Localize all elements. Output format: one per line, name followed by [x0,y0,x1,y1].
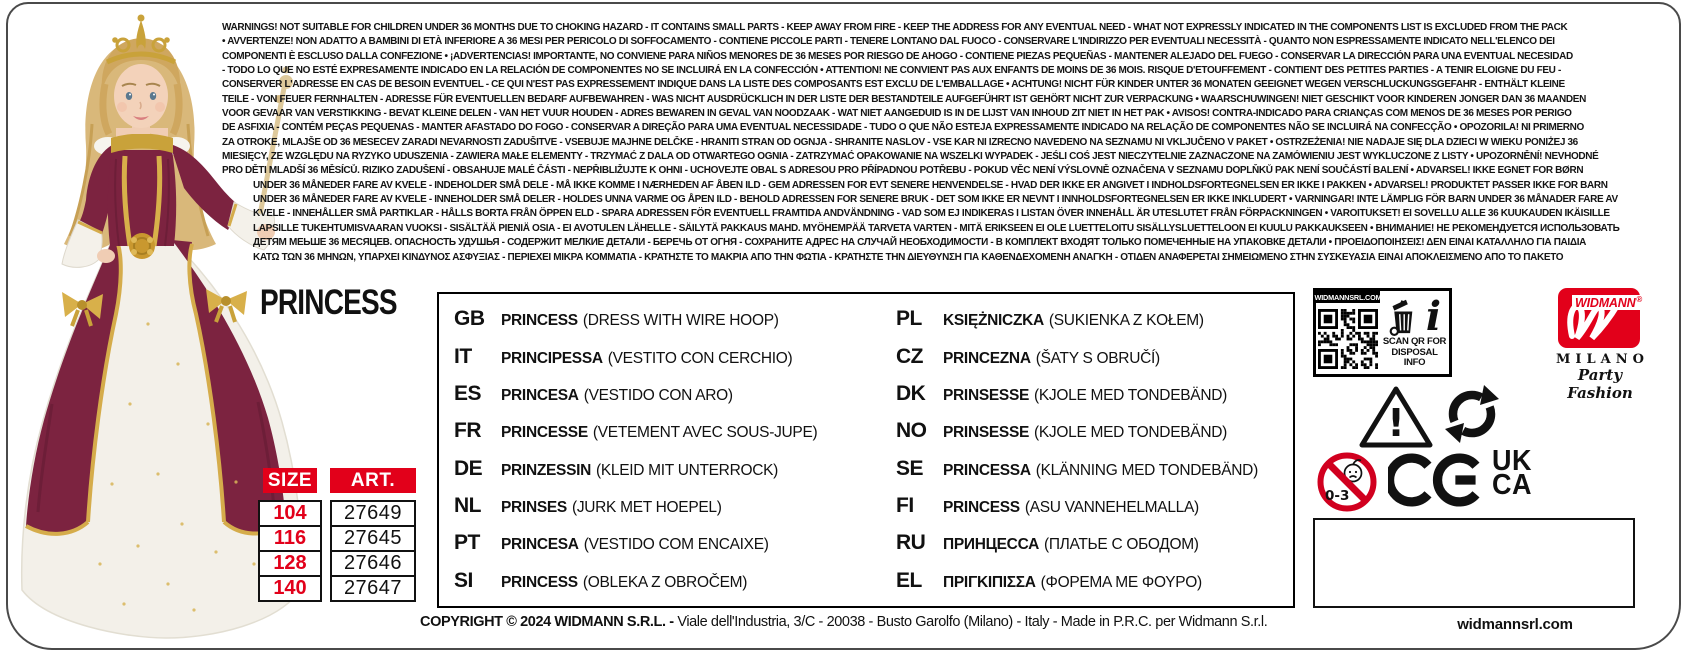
product-name: ПРИНЦЕССА [943,536,1039,554]
warning-line: - TODO LO QUE NO ESTÉ EXPRESAMENTE INDICADO EN LA RELACIÓN DE COMPONENTES NO SE INCLUIRÁ EN LA CONFECCIÓN • ATTENTION! NE CONVIENT PAS AUX ENFANTS DE MOINS DE 36 MOIS. RISQUE D'ETOUFFEMENT - CONTIENT DES PETITES PARTIES - A TENIR ELOIGNE DU FEU - [222,65,1561,77]
warning-line: ZA OTROKE, MLAJŠE OD 36 MESECEV ZARADI NEVARNOSTI ZADUŠITVE - VSEBUJE MAJHNE DELČKE - HRANITI STRAN OD OGNJA - SHRANITE NASLOV - VSE KAR NI IZRECNO NAVEDENO NA SEZNAMU NI VKLJUČENO V PAKET • OSTRZEŻENIA! NIE NADAJE SIĘ DLA DZIECI W WIEKU PONIŻEJ 36 [222,136,1578,148]
product-description: (ŠATY S OBRUČÍ) [1035,349,1160,367]
language-code: FI [896,493,914,517]
copyright-bold: COPYRIGHT © 2024 WIDMANN S.R.L. - [420,614,678,630]
language-code: IT [454,344,472,368]
warning-line: CONSERVER L'ADRESSE EN CAS DE BESOIN EVENTUEL - CE QUI N'EST PAS EXPRESSEMENT INDIQUE DANS LA LISTE DES COMPOSANTS EST EXCLU DE L'EMBALLAGE • ACHTUNG! NICHT FÜR KINDER UNTER 36 MONATEN GEEIGNET WEGEN VERSCHLUCKUNGSGEFAHR - ENTHÄLT KLEINE [222,79,1565,91]
copyright-line [420,614,1267,630]
warnings-text [222,21,1664,265]
product-name: PRINSES [501,498,567,516]
size-value: 116 [258,525,322,552]
language-row [454,569,881,593]
product-name: PRINSESSE [943,424,1030,442]
product-description: (JURK MET HOEPEL) [571,498,722,516]
art-value: 27645 [330,525,416,552]
product-description: (ΦΟΡΕΜΑ ΜΕ ΦΟΥΡΟ) [1040,573,1202,591]
gold-rosette [129,233,155,259]
website-text: widmannsrl.com [1457,616,1573,633]
language-row [454,382,881,406]
product-name: PRINCESS [501,312,578,330]
language-row [454,307,881,331]
language-row [454,494,881,518]
age-label: 0-3 [1325,488,1350,504]
ukca-bottom: CA [1492,468,1532,500]
language-code: CZ [896,344,923,368]
art-value: 27646 [330,550,416,577]
recycle-icon [1444,383,1500,450]
size-art-row [258,552,420,577]
language-row [896,569,1282,593]
language-code: SI [454,568,473,592]
language-row [896,419,1282,443]
product-description: (KJOLE MED TONDEBÄND) [1034,386,1227,404]
warning-line: PRO DĚTI MLADŠÍ 36 MĚSÍCŮ. RIZIKO ZADUŠENÍ - OBSAHUJE MALÉ ČÁSTI - NEPŘIBLIŽUJTE K OHNI - UCHOVEJTE OBAL S ADRESOU PRO PŘÍPADNOU POTŘEBU - POKUD VĚC NENÍ VÝSLOVNĚ OZNAČENA V SEZNAMU DOPLŇKŮ PAK NENÍ SOUČÁSTÍ BALENÍ • ADVARSEL! IKKE EGNET FOR BØRN [222,165,1584,177]
product-description: (VESTIDO COM ENCAIXE) [583,536,769,554]
product-name: ΠΡΙΓΚΙΠΙΣΣΑ [943,573,1036,591]
art-header: ART. [330,468,416,493]
size-art-row [258,527,420,552]
product-name: PRINCESSE [501,424,588,442]
product-description: (SUKIENKA Z KOŁEM) [1048,312,1204,330]
product-name: PRINCESA [501,386,579,404]
page-title: PRINCESS [260,283,397,322]
language-code: DK [896,381,926,405]
product-description: (KJOLE MED TONDEBÄND) [1034,424,1227,442]
product-name: PRINCESS [501,573,578,591]
language-code: NO [896,419,927,443]
size-art-table [258,468,420,602]
product-name: PRINCIPESSA [501,349,603,367]
language-row [454,457,881,481]
language-code: EL [896,568,922,592]
language-code: SE [896,456,924,480]
art-value: 27649 [330,500,416,527]
art-value: 27647 [330,575,416,602]
qr-disposal-box [1313,288,1452,377]
registered-mark: ® [1636,295,1643,304]
language-code: NL [454,493,481,517]
product-description: (KLEID MIT UNTERROCK) [596,461,779,479]
language-code: PT [454,531,480,555]
brand-name-band [1572,295,1661,310]
ukca-top: UK [1492,444,1532,477]
warning-line: MIESIĘCY, ZE WZGLĘDU NA RYZYKO UDUSZENIA - ZAWIERA MAŁE ELEMENTY - TRZYMAĆ Z DALA OD OTWARTEGO OGNIA - ZATRZYMAĆ OPAKOWANIE NA WSZELKI WYPADEK - JEŚLI COŚ JEST NIECZYTELNIE ZAZNACZONE NA ZAMÓWIENIU JEST WYKLUCZONE Z LISTY • UPOZORNĚNÍ! NEVHODNÉ [222,151,1599,163]
language-table [437,292,1295,608]
language-code: RU [896,531,926,555]
product-name: PRINCESA [501,536,579,554]
warning-line: VOOR GEVAAR VAN VERSTIKKING - BEVAT KLEINE DELEN - VAN HET VUUR HOUDEN - ADRES BEWAREN IN GEVAL VAN NOODZAAK - WAT NIET AANGEDUID IS IN DE LIJST VAN INHOUD ZIT NIET IN HET PAK • AVISOS! CONTRA-INDICADO PARA CRIANÇAS COM MENOS DE 36 MESES POR PERIGO [222,108,1572,120]
warning-line: DE ASFIXIA - CONTÉM PEÇAS PEQUENAS - MANTER AFASTADO DO FOGO - CONSERVAR A DIREÇÃO PARA UMA EVENTUAL NECESSIDADE - TUDO O QUE NÃO ESTEJA EXPRESSAMENTE INDICADO NA RELAÇÃO DE COMPONENTES NÃO SE INCLUIRÁ NA CONFECÇÃO • OPOZORILA! NI PRIMERNO [222,122,1584,134]
warning-line: ΚΑΤΩ ΤΩΝ 36 ΜΗΝΩΝ, ΥΠΑΡΧΕΙ ΚΙΝΔΥΝΟΣ ΑΣΦΥΞΙΑΣ - ΠΕΡΙΕΧΕΙ ΜΙΚΡΑ ΚΟΜΜΑΤΙΑ - ΚΡΑΤΗΣΤΕ ΤΟ ΜΑΚΡΙΑ ΑΠΟ ΤΗΝ ΦΩΤΙΑ - ΚΡΑΤΗΣΤΕ ΤΗΝ ΔΙΕΥΘΥΝΣΗ ΓΙΑ ΚΑΘΕΝΔΕΧΟΜΕΝΗ ΑΝΑΓΚΗ - ΟΤΙΔΕΝ ΑΝΑΦΕΡΕΤΑΙ ΣΗΜΕΙΩΜΕΝΟ ΣΤΗΝ ΣΥΣΚΕΥΑΣΙΑ ΕΙΝΑΙ ΑΠΟΚΛΕΙΣΜΕΝΟ ΑΠΟ ΤΟ ΠΑΚΕΤΟ [253,251,1564,263]
language-row [896,494,1282,518]
brand-city: MILANO [1556,352,1649,367]
age-warning-icon [1316,451,1378,518]
product-name: PRINCESS [943,498,1020,516]
product-description: (ASU VANNEHELMALLA) [1024,498,1199,516]
language-row [896,382,1282,406]
warning-line: COMPONENTI È ESCLUSO DALLA CONFEZIONE • ¡ADVERTENCIAS! IMPORTANTE, NO CONVIENE PARA NIÑOS MENORES DE 36 MESES POR RIESGO DE AHOGO - CONTIENE PIEZAS PEQUEÑAS - MANTENER ALEJADO DEL FUEGO - CONSERVAR LA DIRECCIÓN PARA UNA EVENTUAL NECESIDAD [222,50,1573,62]
warning-line: ДЕТЯМ МЕЬШЕ 36 МЕСЯЦЕВ. ОПАСНОСТЬ УДУШЬЯ - СОДЕРЖИТ МЕЛКИЕ ДЕТАЛИ - БЕРЕЧЬ ОТ ОГНЯ - СОХРАНИТЕ АДРЕС НА СЛУЧАЙ НЕОБХОДИМОСТИ - В КОМПЛЕКТ ВХОДЯТ ТОЛЬКО ПОМЕЧЕННЫЕ НА УПАКОВКЕ ДЕТАЛИ • ΠΡΟΕΙΔΟΠΟΙΗΣΕΙΣ! ΔΕΝ ΕΙΝΑΙ ΚΑΤΑΛΛΗΛΟ ΓΙΑ ΠΑΙΔΙΑ [253,237,1586,249]
brand-tagline: Party Fashion [1567,366,1633,402]
warning-line: UNDER 36 MÅNEDER FARE AV KVELE - INDEHOLDER SMÅ DELE - MÅ IKKE KOMME I NÆRHEDEN AF ÅBEN ILD - GEM ADRESSEN FOR EVT SENERE HENVENDELSE - HVAD DER IKKE ER ANGIVET I INDHOLDSFORTEGNELSEN ER IKKE I PAKKEN • ADVARSEL! PRODUKTET PASSER IKKE FOR BARN [253,179,1608,191]
warning-line: • AVVERTENZE! NON ADATTO A BAMBINI DI ETÀ INFERIORE A 36 MESI PER PERICOLO DI SOFFOCAMENTO - CONTIENE PICCOLE PARTI - TENERE LONTANO DAL FUOCO - CONSERVARE L'INDIRIZZO PER EVENTUALI NECESSITÀ - QUANTO NON ESPRESSAMENTE INDICATO NELL'ELENCO DEI [222,36,1555,48]
qr-header: WIDMANNSRL.COM [1314,292,1382,302]
product-name: PRINZESSIN [501,461,592,479]
size-header: SIZE [263,468,317,493]
language-row [896,457,1282,481]
language-row [454,531,881,555]
warning-line: KVELE - INNEHÅLLER SMÅ PARTIKLAR - HÅLLS BORTA FRÅN ÖPPEN ELD - SPARA ADRESSEN FÖR EVENTUELL FRAMTIDA ANDVÄNDNING - VAD SOM EJ INDIKERAS I LISTAN ÖVER INNEHÅLL ÄR UTESLUTET FRÅN FÖRPACKNINGEN • VAROITUKSET! EI SOVELLU ALLE 36 KUUKAUDEN IKÄISILLE [253,208,1610,220]
warning-line: LAPSILLE TUKEHTUMISVAARAN VUOKSI - SISÄLTÄÄ PIENIÄ OSIA - EI AVOTULEN LÄHELLE - SÄILYTÄ PAKKAUS MAHD. MYÖHEMPÄÄ TARVETA VARTEN - MITÄ ERIKSEEN EI OLE LUETTELOITU SISÄLLYSLUETTELOON EI KUULU PAKKAUKSEEN • ВНИМАНИЕ! НЕ РЕКОМЕНДУЕТСЯ ИСПОЛЬЗОВАТЬ [253,222,1620,234]
size-art-header-row [258,468,420,493]
language-code: PL [896,307,922,331]
qr-code [1318,309,1378,369]
address-box [1313,518,1635,608]
size-value: 128 [258,550,322,577]
size-value: 140 [258,575,322,602]
product-name: KSIĘŻNICZKA [943,312,1044,330]
product-name: PRINSESSE [943,386,1030,404]
size-art-row [258,502,420,527]
language-code: DE [454,456,483,480]
warning-line: UNDER 36 MÅNEDER FARE AV KVELE - INNEHOLDER SMÅ DELER - HOLDES UNNA VARME OG ÅPEN ILD - BEHOLD ADRESSEN FOR SENERE BRUK - DET SOM IKKE ER NEVNT I INNHOLDSFORTEGNELSEN ER IKKE INKLUDERT • VARNINGAR! INTE LÄMPLIG FÖR BARN UNDER 36 MÅNADER FARE AV [253,194,1618,206]
product-description: (KLÄNNING MED TONDEBÄND) [1035,461,1258,479]
product-description: (VETEMENT AVEC SOUS-JUPE) [592,424,818,442]
product-description: (ПЛАТЬЕ С ОБОДОМ) [1043,536,1199,554]
info-icon: i [1425,293,1442,340]
size-value: 104 [258,500,322,527]
language-row [454,419,881,443]
language-row [896,531,1282,555]
qr-caption-line2: DISPOSAL INFO [1391,346,1438,368]
product-name: PRINCEZNA [943,349,1031,367]
product-description: (VESTIDO CON ARO) [583,386,733,404]
product-description: (VESTITO CON CERCHIO) [607,349,793,367]
ukca-mark [1492,444,1532,500]
language-code: ES [454,381,482,405]
product-description: (OBLEKA Z OBROČEM) [582,573,748,591]
size-art-row [258,577,420,602]
qr-caption-line1: SCAN QR FOR [1382,336,1447,347]
brand-name: WIDMANN [1575,295,1636,310]
trash-bin-icon [1388,295,1424,337]
warning-line: WARNINGS! NOT SUITABLE FOR CHILDREN UNDER 36 MONTHS DUE TO CHOKING HAZARD - IT CONTAINS SMALL PARTS - KEEP AWAY FROM FIRE - KEEP THE ADDRESS FOR ANY EVENTUAL NEED - WHAT NOT EXPRESSLY INDICATED IN THE COMPONENTS LIST IS EXCLUDED FROM THE PACK [222,22,1568,33]
product-description: (DRESS WITH WIRE HOOP) [582,312,779,330]
copyright-rest: Viale dell'Industria, 3/C - 20038 - Busto Garolfo (Milano) - Italy - Made in P.R.C. per Widmann S.r.l. [677,614,1268,630]
ce-mark [1388,449,1484,516]
svg-text:!: ! [1387,401,1405,445]
product-name: PRINCESSA [943,461,1031,479]
language-row [454,345,881,369]
language-row [896,345,1282,369]
language-code: GB [454,307,485,331]
warning-line: TEILE - VON FEUER FERNHALTEN - ADRESSE FÜR EVENTUELLEN BEDARF AUFBEWAHREN - WAS NICHT AUSDRÜCKLICH IN DER LISTE DER BESTANDTEILE AUFGEFÜHRT IST GEHÖRT NICHT ZUR VERPACKUNG • WAARSCHUWINGEN! NIET GESCHIKT VOOR KINDEREN JONGER DAN 36 MAANDEN [222,93,1586,105]
warning-triangle-icon [1358,384,1434,455]
language-row [896,307,1282,331]
language-code: FR [454,419,481,443]
